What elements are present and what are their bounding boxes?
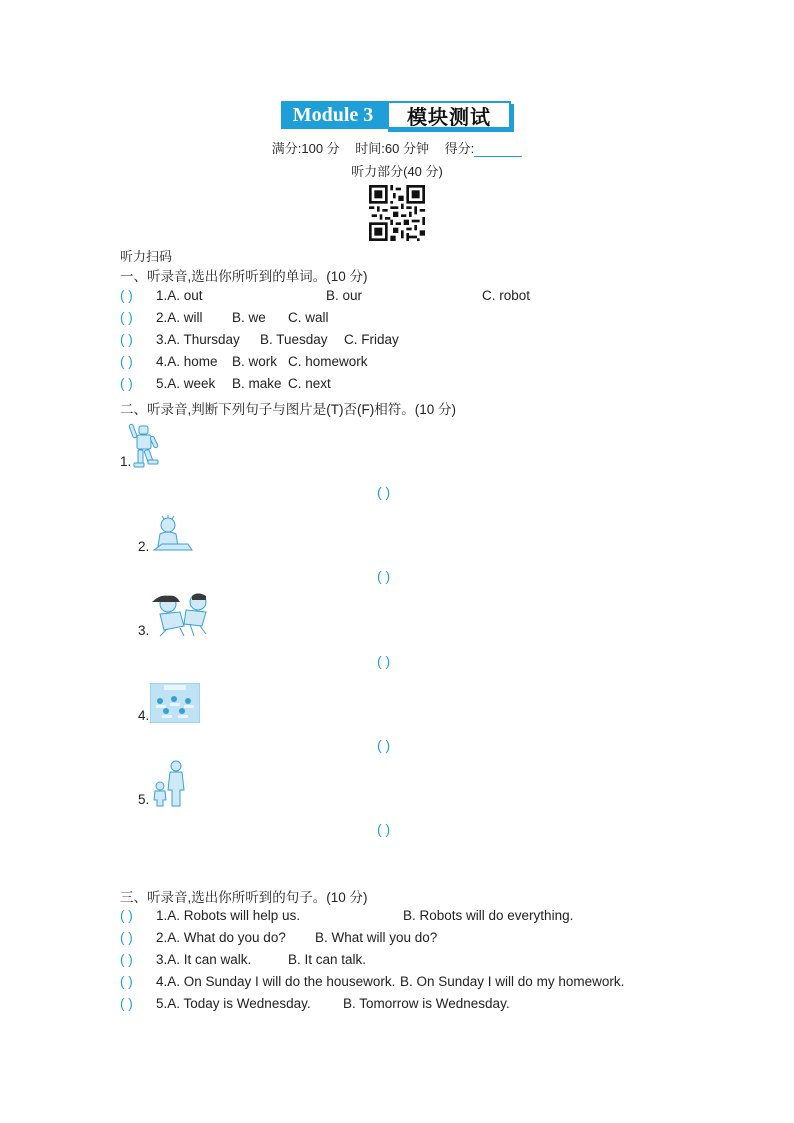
page-title: 模块测试	[385, 101, 511, 129]
tf-answer-5[interactable]: ( )	[377, 821, 391, 837]
time-limit: 时间:60 分钟	[355, 141, 429, 156]
answer-blank[interactable]: ( )	[120, 310, 133, 325]
listening-part-title: 听力部分(40 分)	[351, 164, 443, 179]
tf-answer-3[interactable]: ( )	[377, 653, 391, 669]
qr-code-icon	[369, 185, 425, 241]
section-3-heading: 三、听录音,选出你所听到的句子。(10 分)	[120, 890, 368, 905]
section-1-item-3: ( ) 3.A. Thursday B. Tuesday C. Friday	[120, 332, 399, 347]
section-1-item-5: ( ) 5.A. week B. make C. next	[120, 376, 331, 391]
section-3-item-4: ( ) 4.A. On Sunday I will do the housework. B. On Sunday I will do my homework.	[120, 974, 625, 989]
picture-number-5: 5.	[138, 792, 150, 807]
answer-blank[interactable]: ( )	[120, 996, 133, 1011]
children-playing-picture-icon	[150, 592, 212, 638]
score-label: 得分:	[445, 141, 523, 156]
picture-number-4: 4.	[138, 708, 150, 723]
answer-blank[interactable]: ( )	[120, 354, 133, 369]
full-score: 满分:100 分	[271, 141, 340, 156]
section-3-item-5: ( ) 5.A. Today is Wednesday. B. Tomorrow is Wednesday.	[120, 996, 510, 1011]
answer-blank[interactable]: ( )	[120, 952, 133, 967]
tf-answer-1[interactable]: ( )	[377, 484, 391, 500]
picture-number-3: 3.	[138, 623, 150, 638]
section-2-heading: 二、听录音,判断下列句子与图片是(T)否(F)相符。(10 分)	[120, 402, 456, 417]
answer-blank[interactable]: ( )	[120, 974, 133, 989]
answer-blank[interactable]: ( )	[120, 332, 133, 347]
answer-blank[interactable]: ( )	[120, 288, 133, 303]
answer-blank[interactable]: ( )	[120, 908, 133, 923]
exam-meta	[0, 138, 794, 157]
module-title-badge	[281, 101, 511, 129]
tf-answer-2[interactable]: ( )	[377, 568, 391, 584]
classroom-picture-icon	[150, 683, 200, 723]
answer-blank[interactable]: ( )	[120, 930, 133, 945]
section-3-item-2: ( ) 2.A. What do you do? B. What will you do?	[120, 930, 438, 945]
picture-number-2: 2.	[138, 539, 150, 554]
family-picture-icon	[150, 760, 190, 808]
section-3-item-1: ( ) 1.A. Robots will help us. B. Robots will do everything.	[120, 908, 574, 923]
tf-answer-4[interactable]: ( )	[377, 737, 391, 753]
score-blank	[474, 144, 522, 157]
section-3-item-3: ( ) 3.A. It can walk. B. It can talk.	[120, 952, 367, 967]
section-1-item-2: ( ) 2.A. will B. we C. wall	[120, 310, 329, 325]
module-label: Module 3	[281, 101, 385, 129]
section-1-item-4: ( ) 4.A. home B. work C. homework	[120, 354, 368, 369]
section-1-item-1: ( ) 1.A. out B. our C. robot	[120, 288, 531, 303]
girl-studying-picture-icon	[152, 514, 194, 554]
robot-picture-icon	[128, 422, 162, 470]
scan-label: 听力扫码	[120, 249, 173, 264]
picture-number-1: 1.	[120, 454, 132, 469]
section-1-heading: 一、听录音,选出你所听到的单词。(10 分)	[120, 269, 368, 284]
answer-blank[interactable]: ( )	[120, 376, 133, 391]
